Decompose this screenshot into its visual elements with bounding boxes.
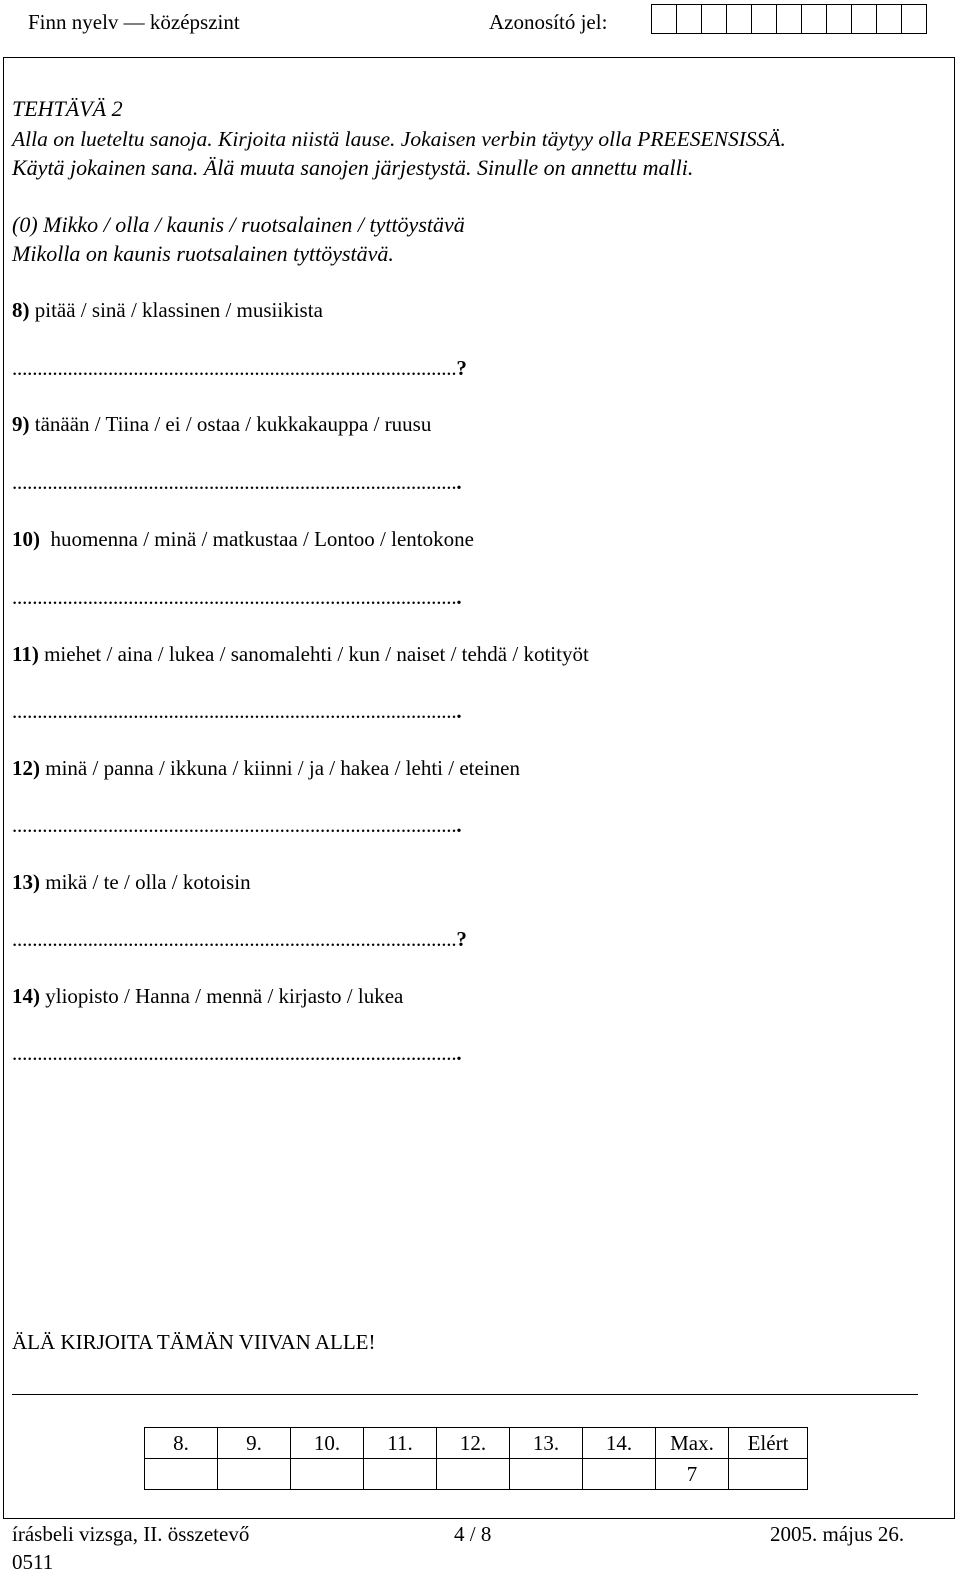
answer-end-punct: . [456,699,462,723]
item-words: mikä / te / olla / kotoisin [45,870,251,894]
item-words: tänään / Tiina / ei / ostaa / kukkakauppa / ruusu [34,412,432,436]
score-header-cell: 9. [218,1428,291,1459]
answer-end-punct: ? [456,927,467,951]
score-cell[interactable] [145,1459,218,1490]
item-number: 9) [12,412,30,436]
subject-header: Finn nyelv — középszint [28,10,240,34]
item-11-prompt [12,642,589,667]
score-header-cell: 13. [510,1428,583,1459]
item-14-prompt [12,984,403,1009]
item-number: 8) [12,298,30,322]
item-number: 13) [12,870,40,894]
id-box[interactable] [851,4,877,34]
example-answer: Mikolla on kaunis ruotsalainen tyttöystävä. [12,241,394,266]
item-number: 12) [12,756,40,780]
answer-dots: ........................................................................................ [12,470,457,494]
id-box[interactable] [801,4,827,34]
answer-end-punct: . [456,813,462,837]
score-header-cell: 11. [364,1428,437,1459]
item-12-prompt [12,756,520,781]
score-header-row [145,1428,808,1459]
footer-code: 0511 [12,1550,54,1574]
answer-end-punct: . [456,1041,462,1065]
item-number: 10) [12,527,40,551]
id-label: Azonosító jel: [489,10,608,34]
score-cell[interactable] [364,1459,437,1490]
id-box[interactable] [676,4,702,34]
example-words: (0) Mikko / olla / kaunis / ruotsalainen / tyttöystävä [12,212,465,237]
score-cell[interactable] [437,1459,510,1490]
score-cell[interactable] [583,1459,656,1490]
id-box[interactable] [751,4,777,34]
item-number: 11) [12,642,39,666]
answer-dots: ........................................................................................ [12,699,457,723]
id-boxes [652,4,927,34]
id-box[interactable] [726,4,752,34]
footer-exam-label: írásbeli vizsga, II. összetevő [12,1522,250,1546]
score-table [144,1427,808,1490]
item-11-answer-line[interactable] [12,699,461,724]
score-header-cell: 10. [291,1428,364,1459]
id-box[interactable] [826,4,852,34]
item-words: miehet / aina / lukea / sanomalehti / kun / naiset / tehdä / kotityöt [44,642,589,666]
item-12-answer-line[interactable] [12,813,461,838]
id-box[interactable] [901,4,927,34]
task-frame [3,57,955,1519]
footer-date: 2005. május 26. [770,1522,905,1546]
task-instruction-1: Alla on lueteltu sanoja. Kirjoita niistä lause. Jokaisen verbin täytyy olla PREESENSISSÄ. [12,127,786,151]
score-cell[interactable] [510,1459,583,1490]
item-words: yliopisto / Hanna / mennä / kirjasto / lukea [45,984,404,1008]
item-9-answer-line[interactable] [12,470,461,495]
item-14-answer-line[interactable] [12,1041,461,1066]
item-8-answer-line[interactable] [12,356,467,381]
item-10-prompt [12,527,474,552]
task-title: TEHTÄVÄ 2 [12,96,123,121]
max-score-cell: 7 [656,1459,729,1490]
score-header-cell: 14. [583,1428,656,1459]
score-header-cell: 8. [145,1428,218,1459]
item-10-answer-line[interactable] [12,585,461,610]
id-box[interactable] [776,4,802,34]
footer-page-number: 4 / 8 [454,1522,492,1546]
id-box[interactable] [651,4,677,34]
answer-dots: ........................................................................................ [12,356,457,380]
answer-end-punct: . [456,585,462,609]
score-header-cell: Elért [729,1428,808,1459]
do-not-write-warning: ÄLÄ KIRJOITA TÄMÄN VIIVAN ALLE! [12,1330,376,1354]
score-value-row [145,1459,808,1490]
answer-dots: ........................................................................................ [12,927,457,951]
score-cell[interactable] [218,1459,291,1490]
answer-dots: ........................................................................................ [12,1041,457,1065]
cut-line [12,1394,918,1395]
score-header-cell: 12. [437,1428,510,1459]
answer-end-punct: . [456,470,462,494]
item-9-prompt [12,412,431,437]
answer-end-punct: ? [456,356,467,380]
answer-dots: ........................................................................................ [12,813,457,837]
task-instruction-2: Käytä jokainen sana. Älä muuta sanojen järjestystä. Sinulle on annettu malli. [12,155,694,180]
item-8-prompt [12,298,323,323]
answer-dots: ........................................................................................ [12,585,457,609]
item-13-prompt [12,870,251,895]
item-words: minä / panna / ikkuna / kiinni / ja / hakea / lehti / eteinen [45,756,520,780]
item-words: huomenna / minä / matkustaa / Lontoo / lentokone [50,527,474,551]
achieved-score-cell[interactable] [729,1459,808,1490]
score-header-cell: Max. [656,1428,729,1459]
score-cell[interactable] [291,1459,364,1490]
item-number: 14) [12,984,40,1008]
id-box[interactable] [876,4,902,34]
item-13-answer-line[interactable] [12,927,467,952]
item-words: pitää / sinä / klassinen / musiikista [34,298,323,322]
id-box[interactable] [701,4,727,34]
